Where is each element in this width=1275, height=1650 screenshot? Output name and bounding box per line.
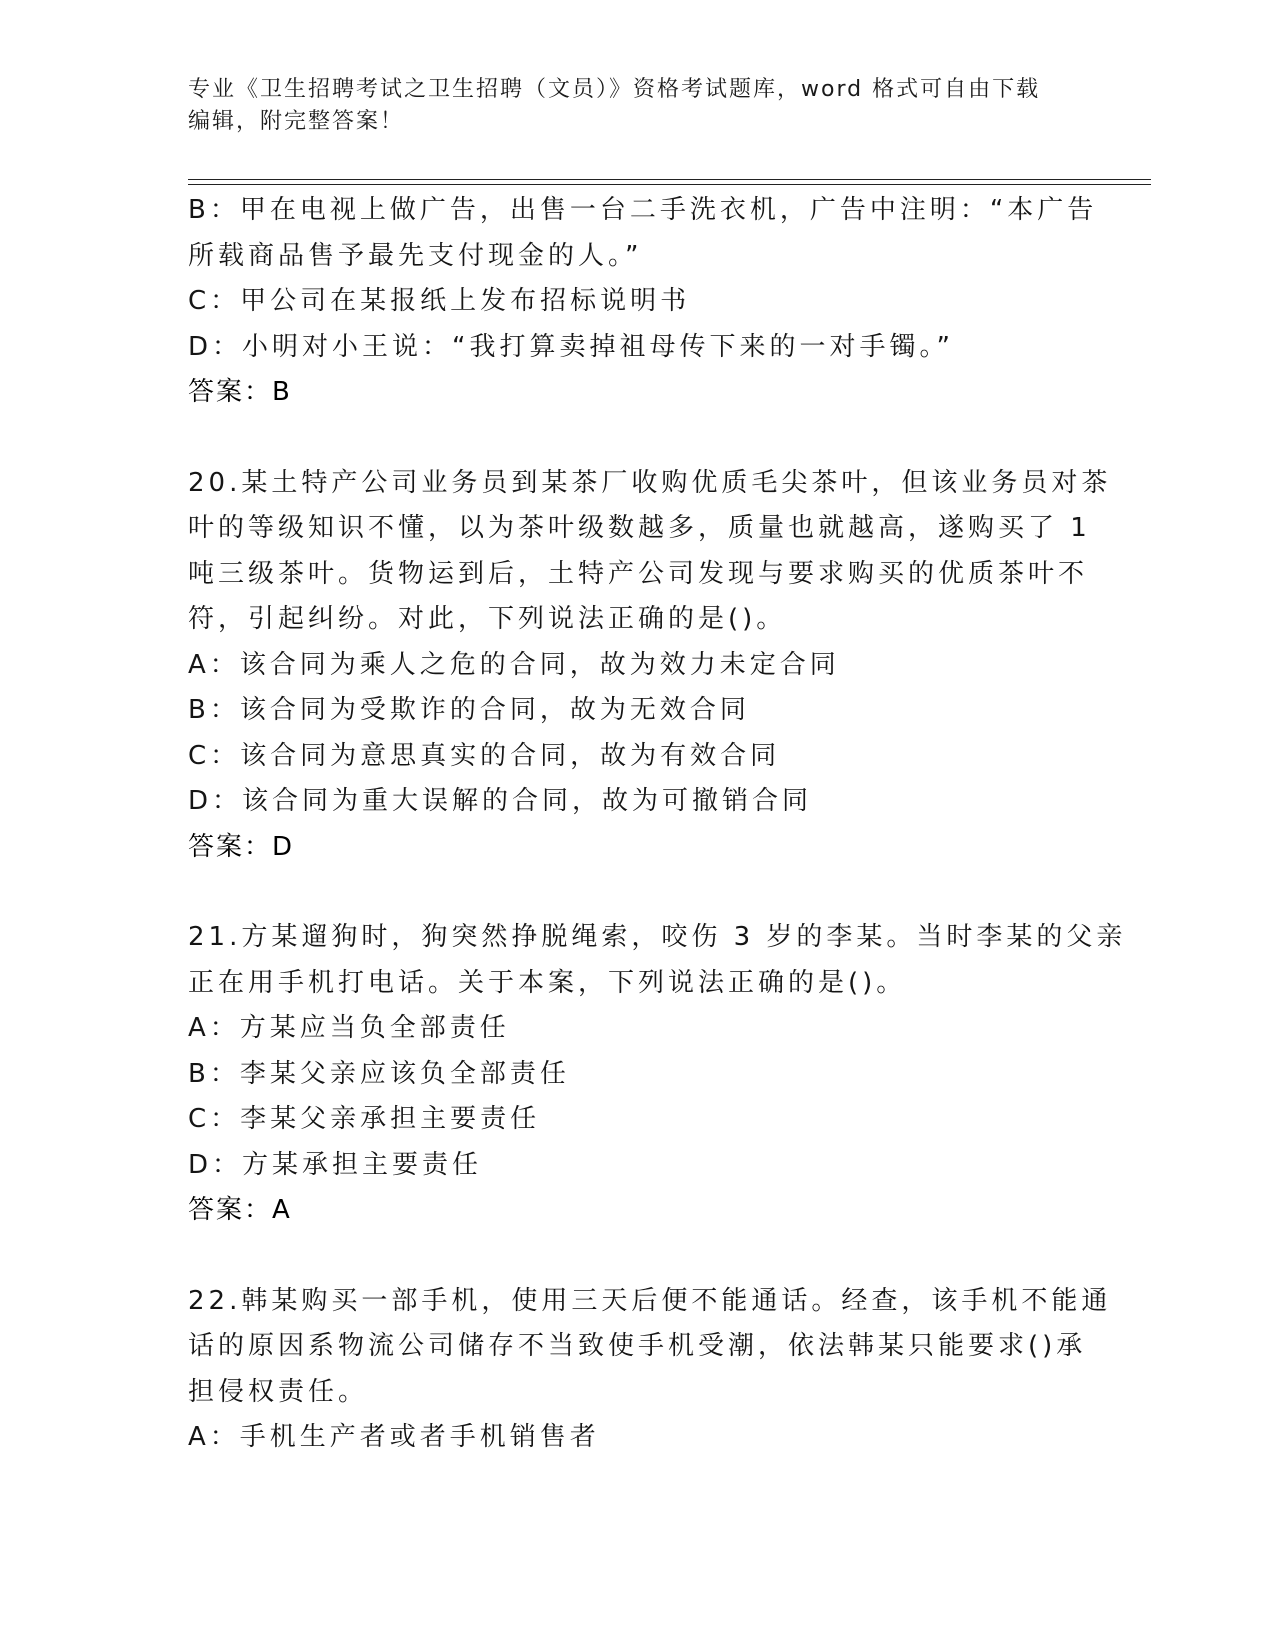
question-19 — [188, 188, 1098, 416]
q19-option-b-line-1: B：甲在电视上做广告，出售一台二手洗衣机，广告中注明：“本广告 — [188, 195, 1098, 225]
q20-stem-line-2: 叶的等级知识不懂，以为茶叶级数越多，质量也就越高，遂购买了 1 — [188, 513, 1091, 543]
q22-option-a: A：手机生产者或者手机销售者 — [188, 1422, 600, 1452]
q21-option-c: C：李某父亲承担主要责任 — [188, 1104, 541, 1134]
header-divider-bottom — [188, 184, 1151, 185]
q21-option-a: A：方某应当负全部责任 — [188, 1013, 510, 1043]
q21-answer: 答案：A — [188, 1195, 292, 1225]
question-21 — [188, 915, 1127, 1234]
q20-stem-line-1: 20.某土特产公司业务员到某茶厂收购优质毛尖茶叶，但该业务员对茶 — [188, 467, 1112, 498]
q22-stem-line-1: 22.韩某购买一部手机，使用三天后便不能通话。经查，该手机不能通 — [188, 1285, 1112, 1316]
header-divider-top — [188, 179, 1151, 180]
q20-option-c: C：该合同为意思真实的合同，故为有效合同 — [188, 740, 781, 771]
q21-stem-line-1: 21.方某遛狗时，狗突然挣脱绳索，咬伤 3 岁的李某。当时李某的父亲 — [188, 922, 1127, 952]
q20-option-b: B：该合同为受欺诈的合同，故为无效合同 — [188, 695, 750, 725]
header-line-1: 专业《卫生招聘考试之卫生招聘（文员）》资格考试题库，word 格式可自由下载 — [188, 77, 1041, 102]
q22-stem-line-2: 话的原因系物流公司储存不当致使手机受潮，依法韩某只能要求()承 — [188, 1331, 1087, 1361]
question-22 — [188, 1279, 1112, 1461]
q20-answer: 答案：D — [188, 831, 295, 862]
q21-option-d: D：方某承担主要责任 — [188, 1149, 483, 1180]
spacer — [188, 416, 1088, 461]
q20-option-a: A：该合同为乘人之危的合同，故为效力未定合同 — [188, 649, 840, 680]
q19-option-b-line-2: 所载商品售予最先支付现金的人。” — [188, 240, 643, 271]
document-body — [188, 188, 1127, 1461]
q20-stem-line-4: 符，引起纠纷。对此，下列说法正确的是()。 — [188, 604, 787, 634]
q20-stem-line-3: 吨三级茶叶。货物运到后，土特产公司发现与要求购买的优质茶叶不 — [188, 558, 1089, 589]
q19-option-d: D：小明对小王说：“我打算卖掉祖母传下来的一对手镯。” — [188, 331, 954, 362]
q19-answer: 答案：B — [188, 377, 292, 407]
spacer — [188, 1234, 1088, 1279]
q21-option-b: B：李某父亲应该负全部责任 — [188, 1058, 570, 1089]
q21-stem-line-2: 正在用手机打电话。关于本案，下列说法正确的是()。 — [188, 967, 907, 998]
document-header — [188, 74, 1088, 138]
question-20 — [188, 461, 1112, 871]
q19-option-c: C：甲公司在某报纸上发布招标说明书 — [188, 286, 691, 316]
q20-option-d: D：该合同为重大误解的合同，故为可撤销合同 — [188, 786, 813, 816]
q22-stem-line-3: 担侵权责任。 — [188, 1376, 369, 1407]
header-line-2: 编辑，附完整答案！ — [188, 109, 405, 134]
spacer — [188, 870, 1088, 915]
